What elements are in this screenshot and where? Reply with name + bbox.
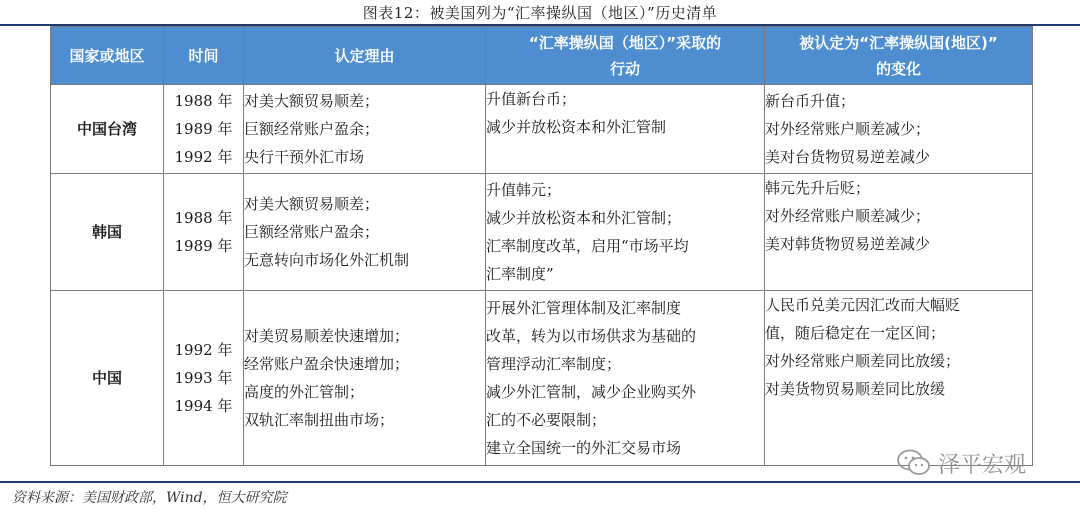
years-cell bbox=[164, 174, 244, 291]
change-item: 对外经常账户顺差减少； bbox=[765, 120, 931, 138]
header-text: 行动 bbox=[609, 59, 640, 78]
change-item: 美对台货物贸易逆差减少 bbox=[765, 148, 931, 166]
header-changes bbox=[765, 27, 1033, 85]
action-item: 减少外汇管制，减少企业购买外 bbox=[486, 383, 697, 401]
header-actions bbox=[486, 27, 765, 85]
actions-cell bbox=[486, 85, 765, 174]
changes-cell bbox=[765, 174, 1033, 291]
header-text: 认定理由 bbox=[334, 46, 395, 65]
year-item: 1994 年 bbox=[174, 397, 233, 415]
action-item: 建立全国统一的外汇交易市场 bbox=[486, 439, 682, 457]
bottom-rule bbox=[0, 481, 1080, 483]
year-item: 1992 年 bbox=[174, 341, 233, 359]
reason-item: 经常账户盈余快速增加； bbox=[244, 355, 410, 373]
table-header-row bbox=[51, 27, 1033, 85]
change-item: 对美货物贸易顺差同比放缓 bbox=[765, 380, 946, 398]
action-item: 汇的不必要限制； bbox=[486, 411, 607, 429]
reason-item: 巨额经常账户盈余； bbox=[244, 120, 380, 138]
manipulator-history-table bbox=[50, 26, 1033, 466]
region-cell: 中国台湾 bbox=[51, 85, 164, 174]
header-time bbox=[164, 27, 244, 85]
action-item: 管理浮动汇率制度； bbox=[486, 355, 622, 373]
year-item: 1989 年 bbox=[174, 237, 233, 255]
change-item: 美对韩货物贸易逆差减少 bbox=[765, 235, 931, 253]
header-text: 国家或地区 bbox=[69, 46, 145, 65]
year-item: 1993 年 bbox=[174, 369, 233, 387]
action-item: 减少并放松资本和外汇管制； bbox=[486, 209, 682, 227]
table-caption: 图表12：被美国列为“汇率操纵国（地区）”历史清单 bbox=[362, 4, 718, 22]
reason-item: 巨额经常账户盈余； bbox=[244, 223, 380, 241]
change-item: 新台币升值； bbox=[765, 92, 856, 110]
reason-item: 对美大额贸易顺差； bbox=[244, 92, 380, 110]
reason-item: 双轨汇率制扭曲市场； bbox=[244, 411, 395, 429]
changes-cell bbox=[765, 291, 1033, 466]
action-item: 汇率制度改革，启用“市场平均 bbox=[486, 237, 689, 255]
header-text: 的变化 bbox=[875, 59, 921, 78]
header-text: “汇率操纵国（地区）”采取的 bbox=[528, 33, 722, 52]
change-item: 人民币兑美元因汇改而大幅贬 bbox=[765, 296, 961, 314]
reason-item: 高度的外汇管制； bbox=[244, 383, 365, 401]
actions-cell bbox=[486, 174, 765, 291]
header-text: 被认定为“汇率操纵国(地区)” bbox=[799, 33, 998, 52]
years-cell bbox=[164, 291, 244, 466]
reason-item: 对美大额贸易顺差； bbox=[244, 195, 380, 213]
watermark bbox=[896, 446, 1026, 480]
year-item: 1989 年 bbox=[174, 120, 233, 138]
year-item: 1992 年 bbox=[174, 148, 233, 166]
table-row bbox=[51, 291, 1033, 466]
region-cell: 韩国 bbox=[51, 174, 164, 291]
year-item: 1988 年 bbox=[174, 209, 233, 227]
reason-item: 无意转向市场化外汇机制 bbox=[244, 251, 410, 269]
action-item: 升值韩元； bbox=[486, 181, 562, 199]
change-item: 对外经常账户顺差同比放缓； bbox=[765, 352, 961, 370]
change-item: 值，随后稳定在一定区间； bbox=[765, 324, 946, 342]
action-item: 升值新台币； bbox=[486, 90, 577, 108]
table-row bbox=[51, 174, 1033, 291]
header-region bbox=[51, 27, 164, 85]
header-text: 时间 bbox=[188, 46, 219, 65]
source-note: 资料来源：美国财政部，Wind，恒大研究院 bbox=[12, 490, 287, 506]
action-item: 改革，转为以市场供求为基础的 bbox=[486, 327, 697, 345]
years-cell bbox=[164, 85, 244, 174]
watermark-text: 泽平宏观 bbox=[938, 452, 1027, 478]
change-item: 韩元先升后贬； bbox=[765, 179, 871, 197]
region-cell: 中国 bbox=[51, 291, 164, 466]
reasons-cell bbox=[244, 174, 486, 291]
actions-cell bbox=[486, 291, 765, 466]
action-item: 开展外汇管理体制及汇率制度 bbox=[486, 299, 682, 317]
reason-item: 央行干预外汇市场 bbox=[244, 148, 365, 166]
reasons-cell bbox=[244, 291, 486, 466]
wechat-icon bbox=[896, 448, 932, 478]
action-item: 汇率制度” bbox=[486, 265, 554, 283]
reason-item: 对美贸易顺差快速增加； bbox=[244, 327, 410, 345]
table-row bbox=[51, 85, 1033, 174]
changes-cell bbox=[765, 85, 1033, 174]
year-item: 1988 年 bbox=[174, 92, 233, 110]
action-item: 减少并放松资本和外汇管制 bbox=[486, 118, 667, 136]
change-item: 对外经常账户顺差减少； bbox=[765, 207, 931, 225]
header-reason bbox=[244, 27, 486, 85]
reasons-cell bbox=[244, 85, 486, 174]
